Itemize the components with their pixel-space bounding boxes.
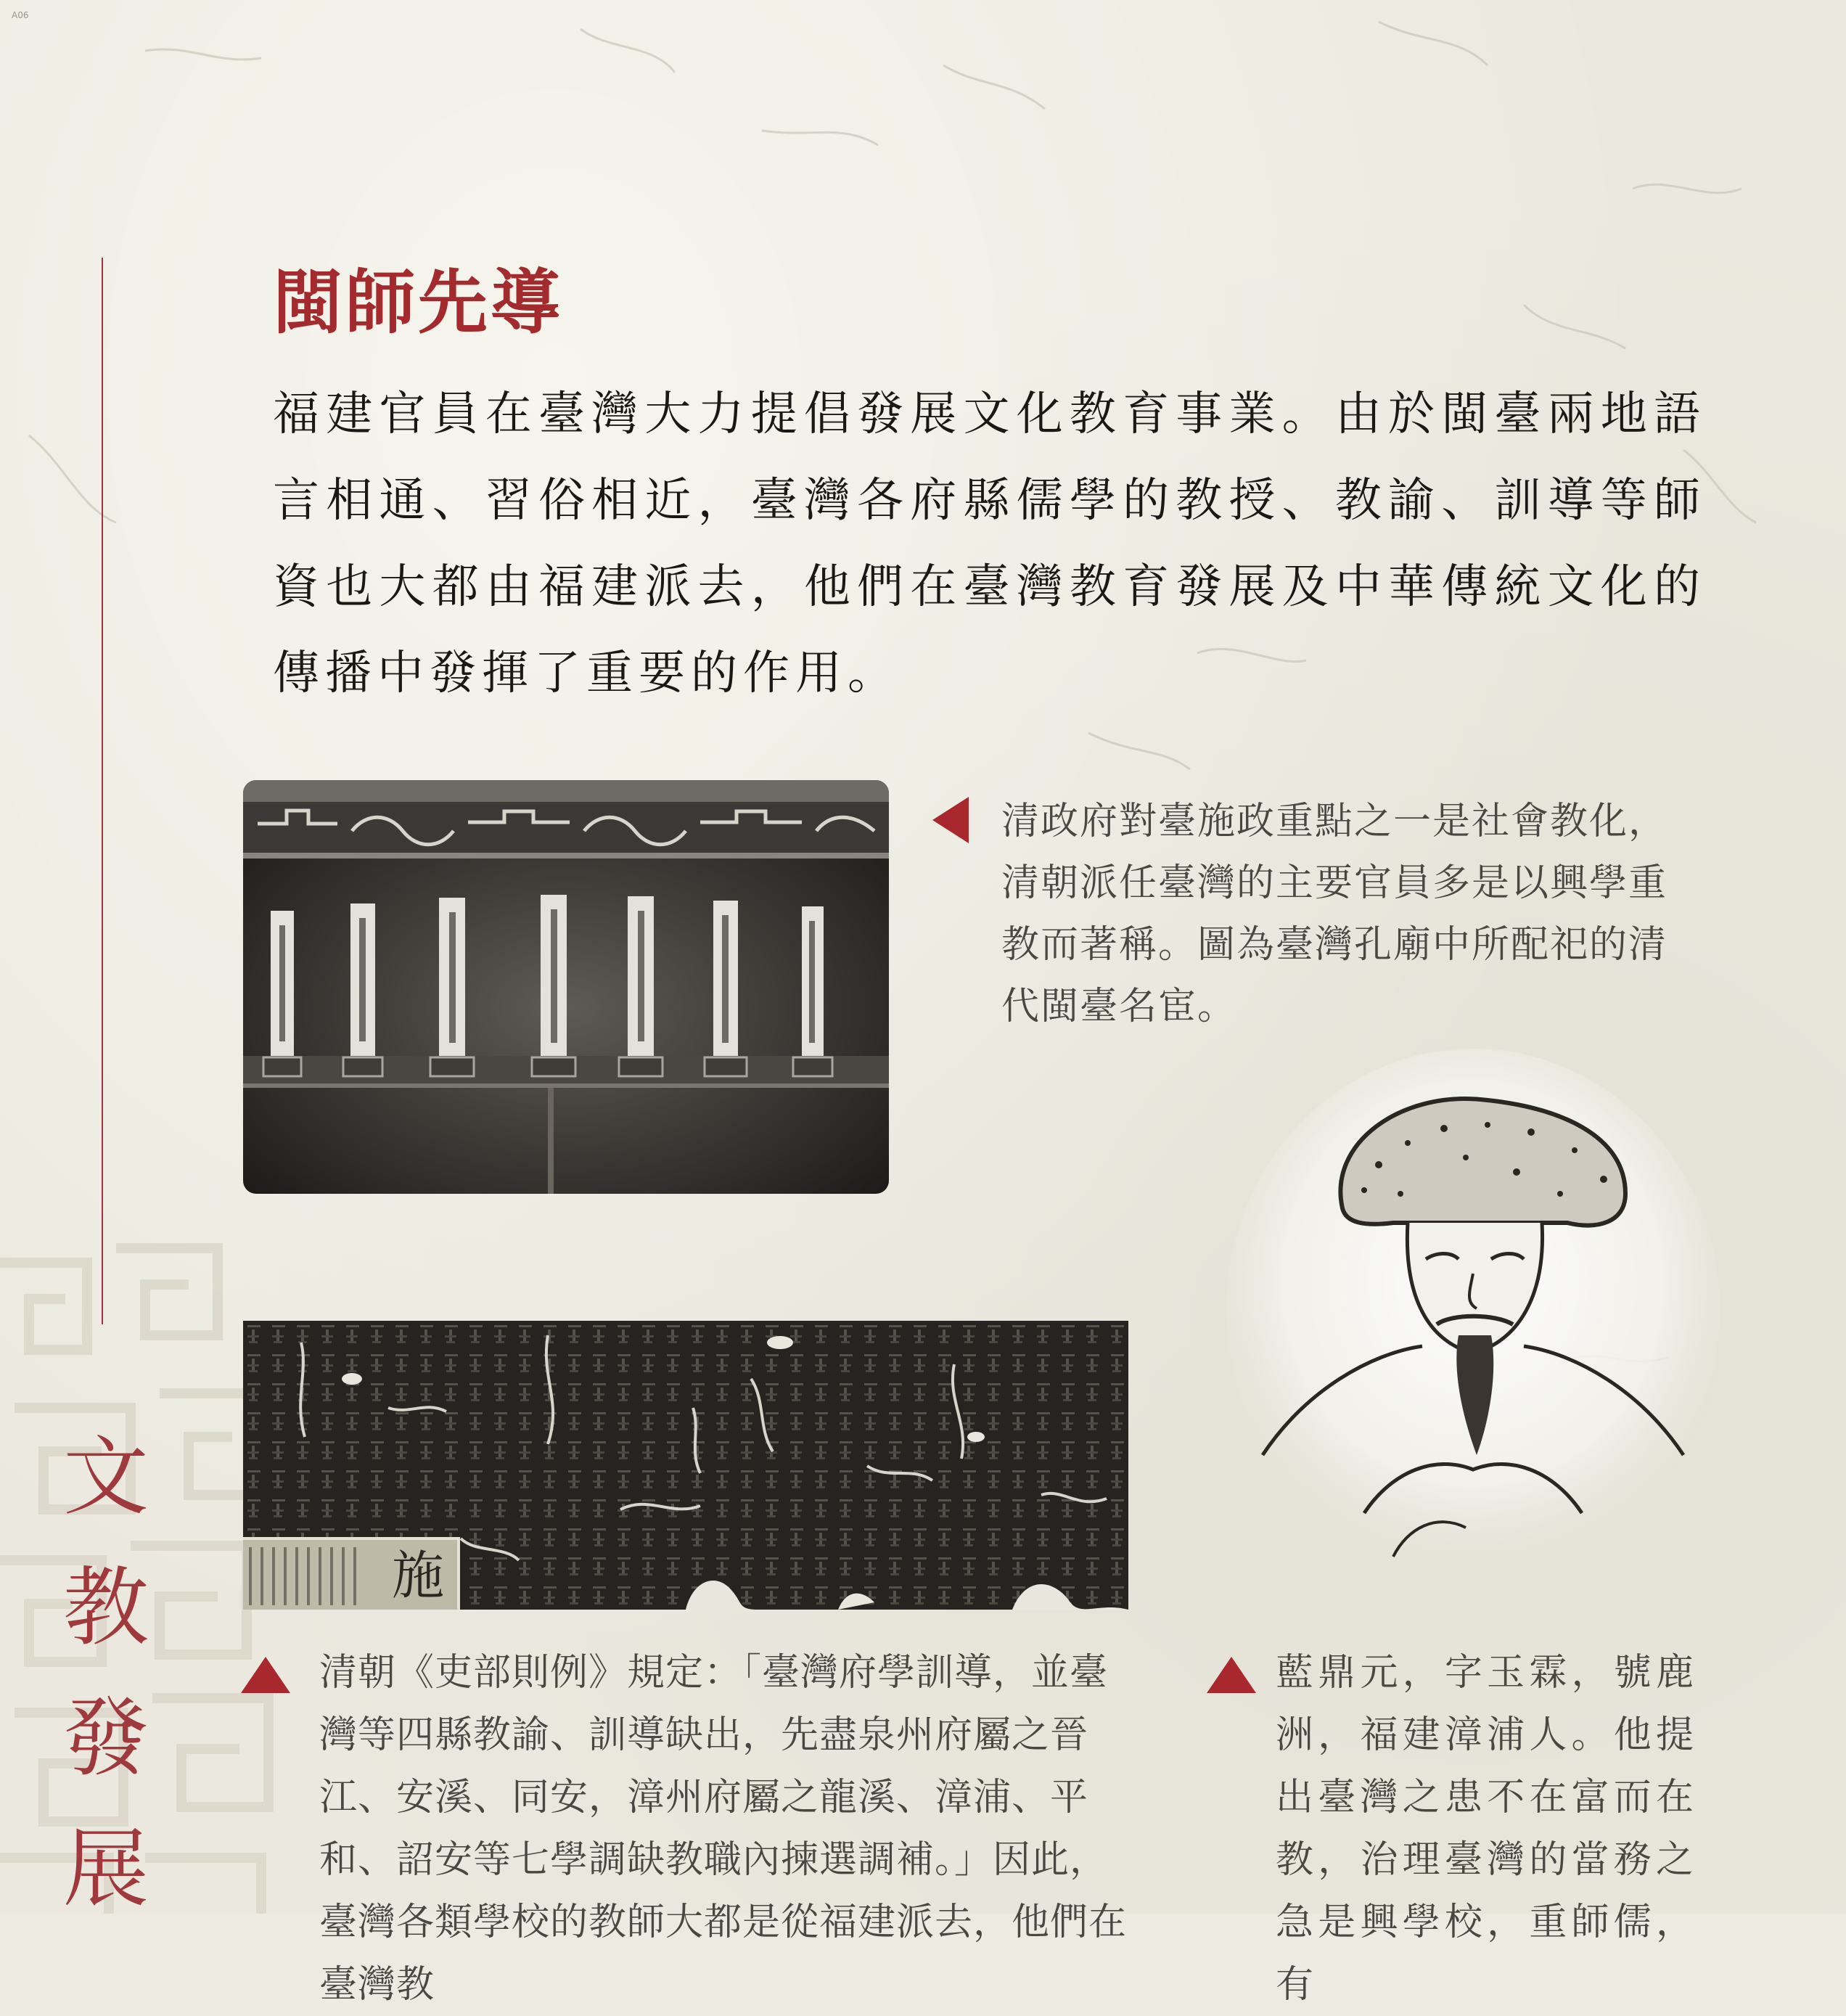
caption-tablets: 清政府對臺施政重點之一是社會教化，清朝派任臺灣的主要官員多是以興學重教而著稱。圖為臺灣孔廟中所配祀的清代閩臺名宦。 <box>1001 800 1668 1028</box>
triangle-up-icon <box>241 1657 290 1693</box>
intro-paragraph: 福建官員在臺灣大力提倡發展文化教育事業。由於閩臺兩地語言相通、習俗相近，臺灣各府縣儒學的教授、教諭、訓導等師資也大都由福建派去，他們在臺灣教育發展及中華傳統文化的傳播中發揮了重要的作用。 <box>273 388 1706 700</box>
side-heading-char: 發 <box>62 1688 149 1788</box>
triangle-left-icon <box>932 797 969 843</box>
page-number: A06 <box>12 10 29 20</box>
side-heading-vertical <box>62 1411 149 1934</box>
lan-dingyuan-portrait <box>1219 1049 1727 1578</box>
triangle-up-icon <box>1207 1657 1256 1693</box>
side-heading-char: 教 <box>62 1557 149 1658</box>
caption-lan-dingyuan: 藍鼎元，字玉霖，號鹿洲，福建漳浦人。他提出臺灣之患不在富而在教，治理臺灣的當務之急是興學校，重師儒，有 <box>1276 1651 1697 2007</box>
stele-rubbing-photo <box>243 1321 1128 1610</box>
caption-regulation: 清朝《吏部則例》規定：「臺灣府學訓導，並臺灣等四縣教諭、訓導缺出，先盡泉州府屬之晉江、安溪、同安，漳州府屬之龍溪、漳浦、平和、詔安等七學調缺教職內揀選調補。」因此，臺灣各類學校的教師大都是從福建派去，他們在臺灣教 <box>319 1651 1128 2007</box>
rubbing-inset-glyph: 施 <box>391 1545 444 1606</box>
side-heading-char: 展 <box>62 1819 149 1919</box>
rubbing-inset-text-lines <box>249 1547 358 1605</box>
rubbing-inset-closeup <box>243 1537 460 1610</box>
side-heading-char: 文 <box>62 1427 149 1527</box>
vertical-divider-line <box>102 258 103 1324</box>
memorial-tablets-photo <box>243 780 889 1194</box>
section-title: 閩師先導 <box>273 261 563 343</box>
